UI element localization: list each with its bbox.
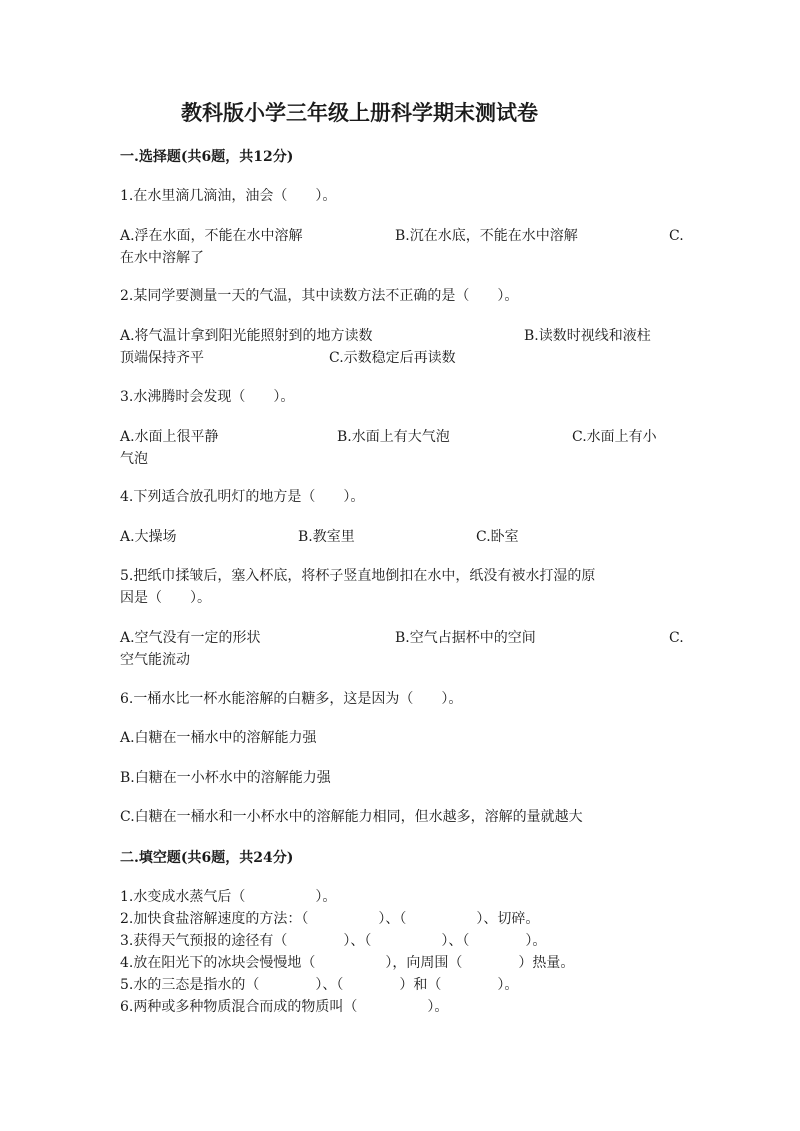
option-c: C. bbox=[669, 228, 684, 244]
option-a: A.水面上很平静 bbox=[120, 429, 219, 445]
question-stem-continuation: 因是（ ）。 bbox=[120, 590, 211, 606]
option-b: B.沉在水底，不能在水中溶解 bbox=[395, 228, 578, 244]
option-c: C.白糖在一桶水和一小杯水中的溶解能力相同，但水越多，溶解的量就越大 bbox=[120, 809, 583, 825]
option-c-continuation: 在水中溶解了 bbox=[120, 250, 204, 266]
option-c-continuation: 空气能流动 bbox=[120, 652, 190, 668]
section-heading-choice: 一.选择题(共6题，共12分) bbox=[120, 149, 294, 165]
fill-blank-item: 5.水的三态是指水的（ ）、（ ）和（ ）。 bbox=[120, 977, 519, 993]
option-b: B.水面上有大气泡 bbox=[337, 429, 450, 445]
question-stem: 5.把纸巾揉皱后，塞入杯底，将杯子竖直地倒扣在水中，纸没有被水打湿的原 bbox=[120, 568, 596, 584]
option-a: A.白糖在一桶水中的溶解能力强 bbox=[120, 730, 317, 746]
question-stem: 6.一桶水比一杯水能溶解的白糖多，这是因为（ ）。 bbox=[120, 691, 463, 707]
question-stem: 1.在水里滴几滴油，油会（ ）。 bbox=[120, 188, 337, 204]
question-stem: 2.某同学要测量一天的气温，其中读数方法不正确的是（ ）。 bbox=[120, 288, 519, 304]
option-c: C.水面上有小 bbox=[572, 429, 657, 445]
option-a: A.空气没有一定的形状 bbox=[120, 630, 261, 646]
option-c: C. bbox=[669, 630, 684, 646]
option-b: B.白糖在一小杯水中的溶解能力强 bbox=[120, 770, 331, 786]
option-a: A.大操场 bbox=[120, 529, 177, 545]
page-title: 教科版小学三年级上册科学期末测试卷 bbox=[181, 100, 538, 125]
question-stem: 4.下列适合放孔明灯的地方是（ ）。 bbox=[120, 489, 365, 505]
option-b: B.教室里 bbox=[298, 529, 355, 545]
fill-blank-item: 4.放在阳光下的冰块会慢慢地（ ），向周围（ ）热量。 bbox=[120, 955, 575, 971]
option-c: C.卧室 bbox=[476, 529, 519, 545]
option-b-continuation: 顶端保持齐平 bbox=[120, 350, 204, 366]
fill-blank-item: 3.获得天气预报的途径有（ ）、（ ）、（ ）。 bbox=[120, 933, 547, 949]
section-heading-fill-blank: 二.填空题(共6题，共24分) bbox=[120, 850, 294, 866]
fill-blank-item: 2.加快食盐溶解速度的方法：（ ）、（ ）、切碎。 bbox=[120, 911, 540, 927]
option-c-continuation: 气泡 bbox=[120, 451, 148, 467]
option-b: B.读数时视线和液柱 bbox=[524, 328, 651, 344]
option-c: C.示数稳定后再读数 bbox=[329, 350, 456, 366]
option-a: A.浮在水面，不能在水中溶解 bbox=[120, 228, 303, 244]
question-stem: 3.水沸腾时会发现（ ）。 bbox=[120, 389, 295, 405]
option-b: B.空气占据杯中的空间 bbox=[395, 630, 536, 646]
option-a: A.将气温计拿到阳光能照射到的地方读数 bbox=[120, 328, 373, 344]
fill-blank-item: 6.两种或多种物质混合而成的物质叫（ ）。 bbox=[120, 999, 449, 1015]
fill-blank-item: 1.水变成水蒸气后（ ）。 bbox=[120, 889, 337, 905]
